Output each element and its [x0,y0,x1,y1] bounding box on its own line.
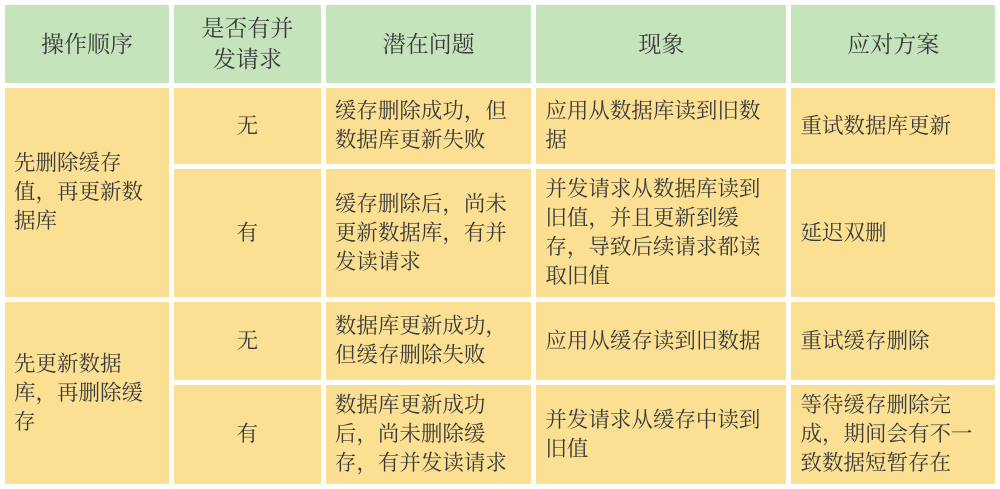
problem-cell: 数据库更新成功后，尚未删除缓存，有并发读请求 [326,385,532,484]
concurrency-cell: 无 [174,88,321,164]
operation-cell: 先更新数据库，再删除缓存 [5,302,169,484]
phenomenon-cell: 并发请求从数据库读到旧值，并且更新到缓存，导致后续请求都读取旧值 [536,169,786,297]
header-phenomenon: 现象 [536,5,786,83]
problem-cell: 缓存删除后，尚未更新数据库，有并发读请求 [326,169,532,297]
concurrency-cell: 有 [174,169,321,297]
header-concurrent-requests [174,5,321,83]
header-potential-problem: 潜在问题 [326,5,532,83]
solution-cell: 重试数据库更新 [791,88,995,164]
problem-cell: 数据库更新成功，但缓存删除失败 [326,302,532,380]
table-row [5,88,995,164]
operation-cell: 先删除缓存值，再更新数据库 [5,88,169,297]
solution-cell: 延迟双删 [791,169,995,297]
header-concurrent-requests-label: 是否有并发请求 [201,15,294,72]
solution-cell: 等待缓存删除完成，期间会有不一致数据短暂存在 [791,385,995,484]
phenomenon-cell: 应用从数据库读到旧数据 [536,88,786,164]
header-solution: 应对方案 [791,5,995,83]
header-row [5,5,995,83]
solution-cell: 重试缓存删除 [791,302,995,380]
concurrency-cell: 无 [174,302,321,380]
phenomenon-cell: 应用从缓存读到旧数据 [536,302,786,380]
problem-cell: 缓存删除成功，但数据库更新失败 [326,88,532,164]
header-operation-order: 操作顺序 [5,5,169,83]
concurrency-cell: 有 [174,385,321,484]
table-row [5,302,995,380]
phenomenon-cell: 并发请求从缓存中读到旧值 [536,385,786,484]
